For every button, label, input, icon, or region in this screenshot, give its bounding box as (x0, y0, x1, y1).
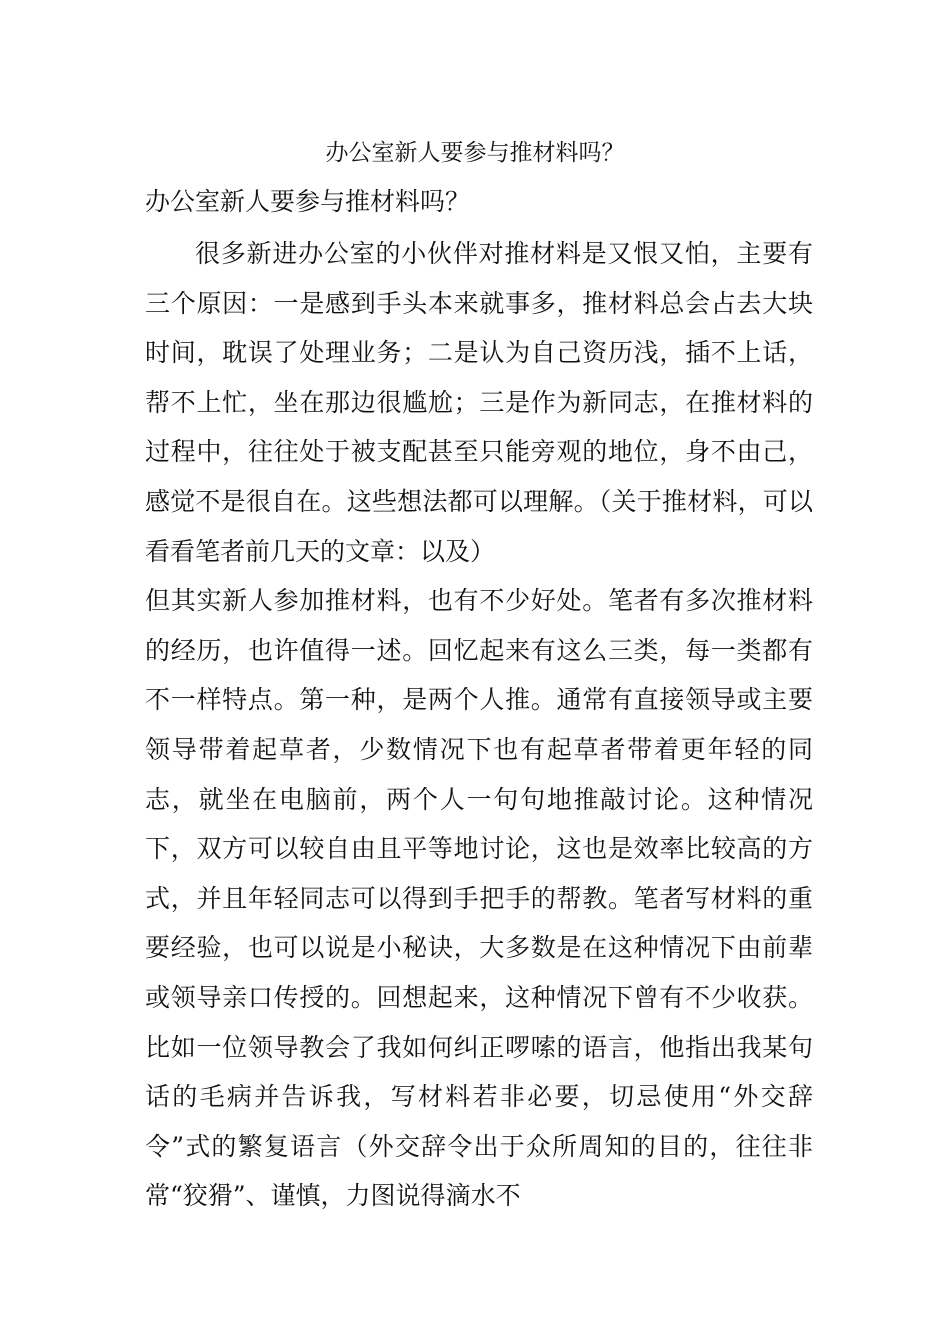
document-subtitle: 办公室新人要参与推材料吗？ (145, 187, 471, 216)
document-title: 办公室新人要参与推材料吗？ (325, 140, 625, 166)
paragraph-2: 但其实新人参加推材料，也有不少好处。笔者有多次推材料的经历，也许值得一述。回忆起来有这么三类，每一类都有不一样特点。第一种，是两个人推。通常有直接领导或主要领导带着起草者，少数情况下也有起草者带着更年轻的同志，就坐在电脑前，两个人一句句地推敲讨论。这种情况下，双方可以较自由且平等地讨论，这也是效率比较高的方式，并且年轻同志可以得到手把手的帮教。笔者写材料的重要经验，也可以说是小秘诀，大多数是在这种情况下由前辈或领导亲口传授的。回想起来，这种情况下曾有不少收获。比如一位领导教会了我如何纠正啰嗦的语言，他指出我某句话的毛病并告诉我，写材料若非必要，切忌使用“外交辞令”式的繁复语言（外交辞令出于众所周知的目的，往往非常“狡猾”、谨慎，力图说得滴水不 (145, 586, 813, 1211)
paragraph-1: 很多新进办公室的小伙伴对推材料是又恨又怕，主要有三个原因：一是感到手头本来就事多，推材料总会占去大块时间，耽误了处理业务；二是认为自己资历浅，插不上话，帮不上忙，坐在那边很尴尬；三是作为新同志，在推材料的过程中，往往处于被支配甚至只能旁观的地位，身不由己，感觉不是很自在。这些想法都可以理解。（关于推材料，可以看看笔者前几天的文章：以及） (145, 239, 813, 566)
document-body (145, 229, 813, 1221)
